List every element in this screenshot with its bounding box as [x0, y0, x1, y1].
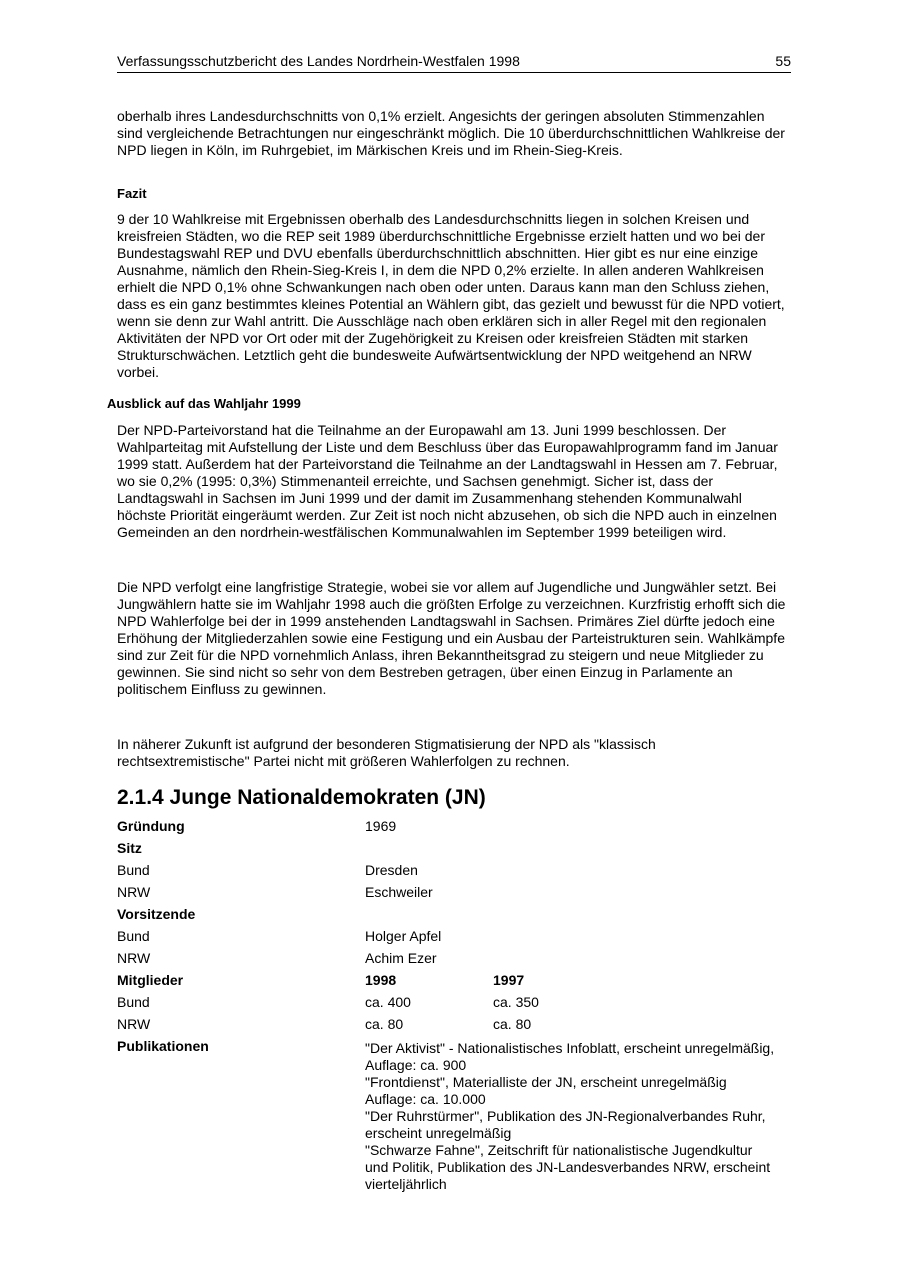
sitz-nrw-value: Eschweiler	[365, 884, 433, 900]
table-row	[117, 947, 797, 969]
publication-item: "Der Ruhrstürmer", Publikation des JN-Regionalverbandes Ruhr, erscheint unregelmäßig	[365, 1108, 766, 1141]
table-row	[117, 881, 797, 903]
jn-facts-table	[117, 815, 797, 1195]
mitglieder-label: Mitglieder	[117, 972, 184, 988]
mitg-nrw-1997: ca. 80	[493, 1016, 532, 1032]
publication-item: "Schwarze Fahne", Zeitschrift für nationalistische Jugendkultur und Politik, Publikation des JN-Landesverbandes NRW, erscheint vierteljährlich	[365, 1142, 771, 1192]
table-row	[117, 969, 797, 991]
vorsitzende-label: Vorsitzende	[117, 906, 196, 922]
publication-item: "Frontdienst", Materialliste der JN, erscheint unregelmäßig Auflage: ca. 10.000	[365, 1074, 727, 1107]
table-row	[117, 1013, 797, 1035]
sitz-label: Sitz	[117, 840, 142, 856]
publikationen-list	[365, 1040, 775, 1193]
fazit-heading: Fazit	[117, 186, 147, 201]
ausblick-paragraph-1: Der NPD-Parteivorstand hat die Teilnahme an der Europawahl am 13. Juni 1999 beschlossen. Der Wahlparteitag mit Aufstellung der Liste und dem Beschluss über das Europawahlprogramm fand im Januar 1999 statt. Außerdem hat der Parteivorstand die Teilnahme an der Landtagswahl in Hessen am 7. Februar, wo sie 0,2% (1995: 0,3%) Stimmenanteil erreichte, und Sachsen genehmigt. Sicher ist, dass der Landtagswahl in Sachsen im Juni 1999 und der damit im Zusammenhang stehenden Kommunalwahl höchste Priorität eingeräumt werden. Zur Zeit ist noch nicht abzusehen, ob sich die NPD auch in einzelnen Gemeinden an den nordrhein-westfälischen Kommunalwahlen im September 1999 beteiligen wird.	[117, 422, 778, 540]
sitz-bund-label: Bund	[117, 862, 150, 878]
mitg-bund-1998: ca. 400	[365, 994, 411, 1010]
vors-nrw-label: NRW	[117, 950, 151, 966]
ausblick-paragraph-2: Die NPD verfolgt eine langfristige Strategie, wobei sie vor allem auf Jugendliche und Jungwähler setzt. Bei Jungwählern hatte sie im Wahljahr 1998 auch die größten Erfolge zu verzeichnen. Kurzfristig erhofft sich die NPD Wahlerfolge bei der in 1999 anstehenden Landtagswahl in Sachsen. Primäres Ziel dürfte jedoch eine Erhöhung der Mitgliederzahlen sowie eine Festigung und ein Ausbau der Parteistrukturen sein. Wahlkämpfe sind zur Zeit für die NPD vornehmlich Anlass, ihren Bekanntheitsgrad zu steigern und neue Mitglieder zu gewinnen. Sie sind nicht so sehr von dem Bestreben getragen, über einen Einzug in Parlamente an politischem Einfluss zu gewinnen.	[117, 579, 786, 697]
year-1998-header: 1998	[365, 972, 397, 988]
publication-item: "Der Aktivist" - Nationalistisches Infoblatt, erscheint unregelmäßig, Auflage: ca. 900	[365, 1040, 775, 1073]
table-row	[117, 903, 797, 925]
table-row	[117, 925, 797, 947]
section-heading: 2.1.4 Junge Nationaldemokraten (JN)	[117, 786, 486, 809]
mitg-nrw-label: NRW	[117, 1016, 151, 1032]
sitz-nrw-label: NRW	[117, 884, 151, 900]
vors-nrw-value: Achim Ezer	[365, 950, 437, 966]
gruendung-label: Gründung	[117, 818, 185, 834]
mitg-bund-1997: ca. 350	[493, 994, 539, 1010]
ausblick-paragraph-3: In näherer Zukunft ist aufgrund der besonderen Stigmatisierung der NPD als "klassisch rechtsextremistische" Partei nicht mit größeren Wahlerfolgen zu rechnen.	[117, 736, 656, 769]
year-1997-header: 1997	[493, 972, 525, 988]
mitg-nrw-1998: ca. 80	[365, 1016, 404, 1032]
header-title: Verfassungsschutzbericht des Landes Nordrhein-Westfalen 1998	[117, 53, 520, 69]
running-header	[117, 52, 791, 73]
table-row	[117, 837, 797, 859]
table-row	[117, 859, 797, 881]
intro-paragraph: oberhalb ihres Landesdurchschnitts von 0,1% erzielt. Angesichts der geringen absoluten Stimmenzahlen sind vergleichende Betrachtungen nur eingeschränkt möglich. Die 10 überdurchschnittlichen Wahlkreise der NPD liegen in Köln, im Ruhrgebiet, im Märkischen Kreis und im Rhein-Sieg-Kreis.	[117, 108, 785, 158]
page-number: 55	[775, 53, 791, 69]
fazit-paragraph: 9 der 10 Wahlkreise mit Ergebnissen oberhalb des Landesdurchschnitts liegen in solchen Kreisen und kreisfreien Städten, wo die REP seit 1989 überdurchschnittliche Ergebnisse erzielt hatten und wo bei der Bundestagswahl REP und DVU ebenfalls überdurchschnittlich abschnitten. Hier gibt es nur eine einzige Ausnahme, nämlich den Rhein-Sieg-Kreis I, in dem die NPD 0,2% erzielte. In allen anderen Wahlkreisen erhielt die NPD 0,1% ohne Schwankungen nach oben oder unten. Daraus kann man den Schluss ziehen, dass es ein ganz bestimmtes kleines Potential an Wählern gibt, das gezielt und bewusst für die NPD votiert, wenn sie denn zur Wahl antritt. Die Ausschläge nach oben erklären sich in aller Regel mit den regionalen Aktivitäten der NPD vor Ort oder mit der Zugehörigkeit zu Kreisen oder kreisfreien Städten mit starken Strukturschwächen. Letztlich geht die bundesweite Aufwärtsentwicklung der NPD weitgehend an NRW vorbei.	[117, 211, 785, 380]
vors-bund-label: Bund	[117, 928, 150, 944]
vors-bund-value: Holger Apfel	[365, 928, 442, 944]
sitz-bund-value: Dresden	[365, 862, 418, 878]
table-row	[117, 815, 797, 837]
table-row	[117, 991, 797, 1013]
table-row	[117, 1035, 797, 1195]
mitg-bund-label: Bund	[117, 994, 150, 1010]
gruendung-value: 1969	[365, 818, 397, 834]
publikationen-label: Publikationen	[117, 1038, 209, 1054]
ausblick-heading: Ausblick auf das Wahljahr 1999	[107, 396, 301, 411]
